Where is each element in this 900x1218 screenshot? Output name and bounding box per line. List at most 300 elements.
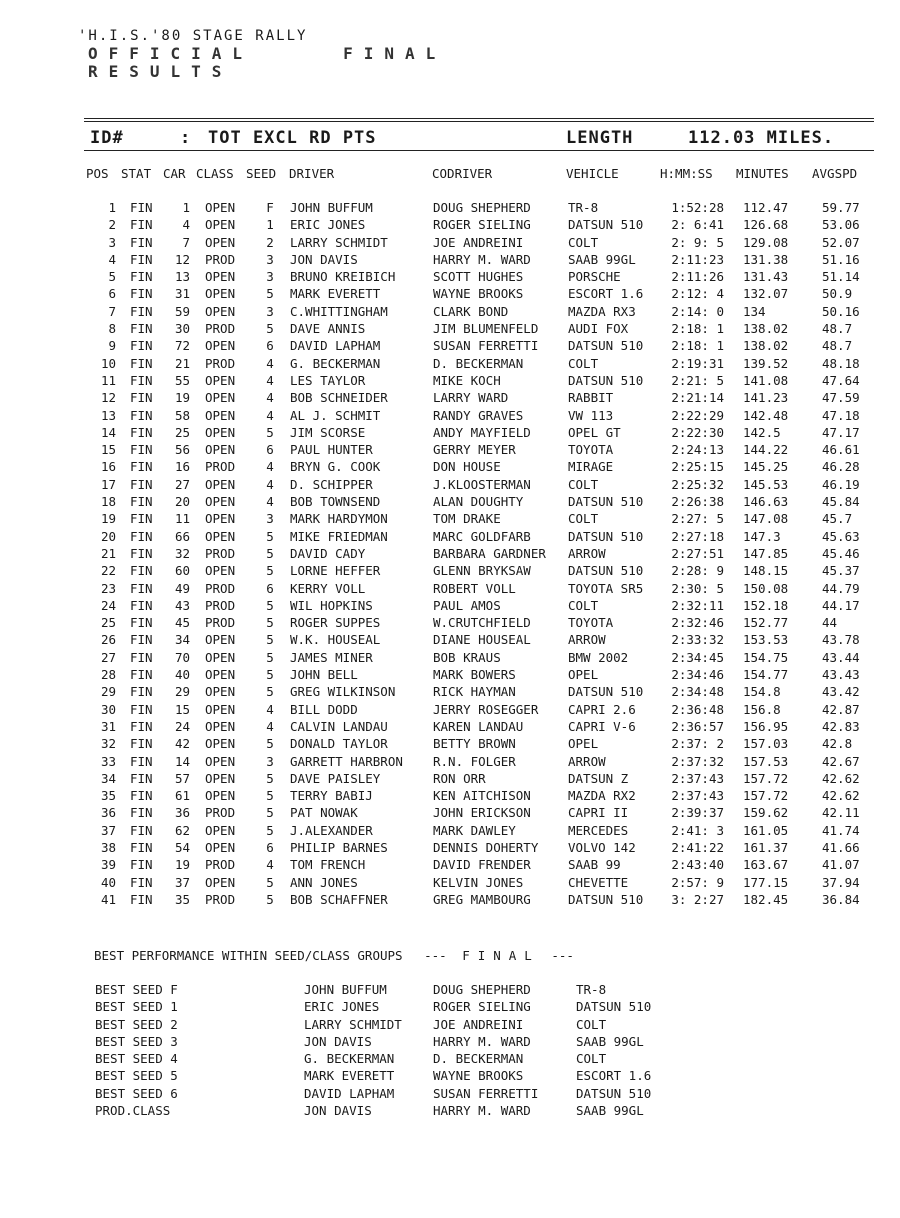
cell-car: 13 xyxy=(174,269,190,285)
cell-seed: 3 xyxy=(266,251,274,267)
cell-seed: 5 xyxy=(266,805,274,821)
cell-codriver: DENNIS DOHERTY xyxy=(433,839,539,855)
cell-car: 43 xyxy=(174,597,190,613)
cell-driver: TERRY BABIJ xyxy=(290,788,373,804)
cell-codriver: JOHN ERICKSON xyxy=(433,805,531,821)
cell-avgspd: 41.07 xyxy=(822,857,860,873)
cell-minutes: 112.47 xyxy=(743,200,789,215)
cell-stat: FIN xyxy=(130,234,153,250)
cell-minutes: 154.77 xyxy=(743,667,789,683)
cell-seed: 5 xyxy=(266,684,274,700)
cell-class: OPEN xyxy=(205,753,236,769)
cell-class: OPEN xyxy=(205,200,236,215)
table-row xyxy=(0,632,900,649)
cell-time: 2:43:40 xyxy=(671,857,724,873)
heading-word-results: RESULTS xyxy=(88,62,233,81)
cell-class: PROD xyxy=(205,355,236,371)
best-vehicle: DATSUN 510 xyxy=(576,999,652,1015)
cell-car: 31 xyxy=(174,286,190,302)
cell-avgspd: 45.84 xyxy=(822,494,860,510)
cell-seed: 4 xyxy=(266,701,274,717)
cell-pos: 39 xyxy=(100,857,116,873)
cell-codriver: BOB KRAUS xyxy=(433,649,501,665)
cell-minutes: 152.77 xyxy=(743,615,789,631)
cell-time: 2:37:32 xyxy=(671,753,724,769)
cell-vehicle: VOLVO 142 xyxy=(568,839,636,855)
cell-time: 2:37: 2 xyxy=(671,736,724,752)
cell-seed: 5 xyxy=(266,788,274,804)
cell-stat: FIN xyxy=(130,580,153,596)
table-row xyxy=(0,286,900,303)
cell-driver: BOB SCHAFFNER xyxy=(290,891,388,907)
cell-pos: 41 xyxy=(100,891,116,907)
cell-avgspd: 48.18 xyxy=(822,355,860,371)
cell-driver: AL J. SCHMIT xyxy=(290,407,381,423)
cell-class: PROD xyxy=(205,597,236,613)
cell-vehicle: TOYOTA xyxy=(568,615,614,631)
cell-class: PROD xyxy=(205,891,236,907)
cell-time: 2:41: 3 xyxy=(671,822,724,838)
cell-pos: 1 xyxy=(108,200,116,215)
best-title-dashes-end: --- xyxy=(551,948,574,963)
cell-seed: 5 xyxy=(266,286,274,302)
cell-driver: JON DAVIS xyxy=(290,251,358,267)
cell-codriver: JERRY ROSEGGER xyxy=(433,701,539,717)
table-row xyxy=(0,805,900,822)
cell-avgspd: 44.79 xyxy=(822,580,860,596)
cell-class: OPEN xyxy=(205,632,236,648)
table-row xyxy=(0,356,900,373)
cell-stat: FIN xyxy=(130,200,153,215)
table-row xyxy=(0,857,900,874)
cell-time: 2:39:37 xyxy=(671,805,724,821)
cell-pos: 4 xyxy=(108,251,116,267)
cell-vehicle: TOYOTA xyxy=(568,442,614,458)
cell-time: 2:11:26 xyxy=(671,269,724,285)
cell-minutes: 132.07 xyxy=(743,286,789,302)
table-row xyxy=(0,754,900,771)
cell-car: 40 xyxy=(174,667,190,683)
cell-time: 2:22:30 xyxy=(671,424,724,440)
cell-vehicle: DATSUN 510 xyxy=(568,528,644,544)
cell-driver: PAT NOWAK xyxy=(290,805,358,821)
cell-avgspd: 51.16 xyxy=(822,251,860,267)
cell-car: 4 xyxy=(182,217,190,233)
heading-word-official: OFFICIAL xyxy=(88,44,254,63)
cell-codriver: SCOTT HUGHES xyxy=(433,269,524,285)
cell-seed: 5 xyxy=(266,545,274,561)
cell-seed: 5 xyxy=(266,770,274,786)
cell-vehicle: MAZDA RX3 xyxy=(568,303,636,319)
cell-vehicle: RABBIT xyxy=(568,390,614,406)
cell-vehicle: ESCORT 1.6 xyxy=(568,286,644,302)
cell-codriver: CLARK BOND xyxy=(433,303,509,319)
best-codriver: JOE ANDREINI xyxy=(433,1016,524,1032)
top-rule-2 xyxy=(84,121,874,122)
cell-driver: BOB TOWNSEND xyxy=(290,494,381,510)
cell-codriver: J.KLOOSTERMAN xyxy=(433,476,531,492)
best-codriver: WAYNE BROOKS xyxy=(433,1068,524,1084)
cell-car: 14 xyxy=(174,753,190,769)
cell-car: 24 xyxy=(174,718,190,734)
cell-codriver: SUSAN FERRETTI xyxy=(433,338,539,354)
cell-avgspd: 42.62 xyxy=(822,788,860,804)
cell-time: 2:21:14 xyxy=(671,390,724,406)
cell-driver: ROGER SUPPES xyxy=(290,615,381,631)
cell-seed: 3 xyxy=(266,753,274,769)
cell-stat: FIN xyxy=(130,372,153,388)
table-row xyxy=(0,477,900,494)
cell-driver: GARRETT HARBRON xyxy=(290,753,403,769)
cell-minutes: 150.08 xyxy=(743,580,789,596)
scoring-method: TOT EXCL RD PTS xyxy=(208,128,377,148)
cell-car: 37 xyxy=(174,874,190,890)
table-row xyxy=(0,373,900,390)
cell-vehicle: ARROW xyxy=(568,632,606,648)
cell-pos: 19 xyxy=(100,511,116,527)
cell-stat: FIN xyxy=(130,407,153,423)
cell-driver: LES TAYLOR xyxy=(290,372,366,388)
cell-car: 30 xyxy=(174,321,190,337)
cell-class: OPEN xyxy=(205,234,236,250)
cell-seed: 4 xyxy=(266,494,274,510)
cell-stat: FIN xyxy=(130,303,153,319)
cell-time: 2:34:46 xyxy=(671,667,724,683)
cell-time: 2:14: 0 xyxy=(671,303,724,319)
cell-minutes: 152.18 xyxy=(743,597,789,613)
cell-pos: 15 xyxy=(100,442,116,458)
cell-driver: J.ALEXANDER xyxy=(290,822,373,838)
cell-avgspd: 43.43 xyxy=(822,667,860,683)
cell-seed: 6 xyxy=(266,442,274,458)
cell-stat: FIN xyxy=(130,563,153,579)
cell-minutes: 177.15 xyxy=(743,874,789,890)
cell-pos: 22 xyxy=(100,563,116,579)
cell-minutes: 131.43 xyxy=(743,269,789,285)
cell-pos: 31 xyxy=(100,718,116,734)
cell-vehicle: MERCEDES xyxy=(568,822,629,838)
cell-minutes: 139.52 xyxy=(743,355,789,371)
cell-class: OPEN xyxy=(205,839,236,855)
cell-class: OPEN xyxy=(205,442,236,458)
col-car: CAR xyxy=(163,166,186,181)
cell-class: OPEN xyxy=(205,494,236,510)
cell-minutes: 157.72 xyxy=(743,788,789,804)
cell-car: 25 xyxy=(174,424,190,440)
cell-codriver: BARBARA GARDNER xyxy=(433,545,546,561)
cell-vehicle: DATSUN Z xyxy=(568,770,629,786)
cell-stat: FIN xyxy=(130,788,153,804)
table-row xyxy=(0,529,900,546)
cell-car: 29 xyxy=(174,684,190,700)
col-pos: POS xyxy=(86,166,109,181)
cell-seed: 5 xyxy=(266,424,274,440)
cell-avgspd: 42.8 xyxy=(822,736,853,752)
cell-car: 59 xyxy=(174,303,190,319)
cell-stat: FIN xyxy=(130,615,153,631)
table-row xyxy=(0,684,900,701)
cell-vehicle: CHEVETTE xyxy=(568,874,629,890)
cell-stat: FIN xyxy=(130,269,153,285)
summary-line xyxy=(88,128,874,150)
cell-avgspd: 46.19 xyxy=(822,476,860,492)
cell-vehicle: TR-8 xyxy=(568,200,599,215)
cell-avgspd: 50.16 xyxy=(822,303,860,319)
cell-codriver: MARC GOLDFARB xyxy=(433,528,531,544)
cell-driver: JAMES MINER xyxy=(290,649,373,665)
table-row xyxy=(0,511,900,528)
cell-class: OPEN xyxy=(205,770,236,786)
cell-pos: 28 xyxy=(100,667,116,683)
cell-driver: DAVID CADY xyxy=(290,545,366,561)
cell-class: PROD xyxy=(205,615,236,631)
cell-vehicle: CAPRI V-6 xyxy=(568,718,636,734)
cell-time: 2:28: 9 xyxy=(671,563,724,579)
cell-time: 2:36:48 xyxy=(671,701,724,717)
cell-seed: 6 xyxy=(266,839,274,855)
cell-time: 1:52:28 xyxy=(671,200,724,215)
cell-minutes: 147.08 xyxy=(743,511,789,527)
cell-codriver: GREG MAMBOURG xyxy=(433,891,531,907)
cell-seed: 5 xyxy=(266,321,274,337)
cell-car: 7 xyxy=(182,234,190,250)
cell-seed: 3 xyxy=(266,511,274,527)
length-label: LENGTH xyxy=(566,128,634,148)
cell-car: 11 xyxy=(174,511,190,527)
cell-vehicle: AUDI FOX xyxy=(568,321,629,337)
cell-codriver: WAYNE BROOKS xyxy=(433,286,524,302)
cell-pos: 5 xyxy=(108,269,116,285)
cell-car: 12 xyxy=(174,251,190,267)
cell-stat: FIN xyxy=(130,632,153,648)
best-codriver: DOUG SHEPHERD xyxy=(433,982,531,997)
best-vehicle: SAAB 99GL xyxy=(576,1033,644,1049)
cell-minutes: 145.53 xyxy=(743,476,789,492)
cell-class: OPEN xyxy=(205,563,236,579)
cell-car: 57 xyxy=(174,770,190,786)
cell-class: OPEN xyxy=(205,684,236,700)
cell-class: OPEN xyxy=(205,788,236,804)
cell-vehicle: COLT xyxy=(568,234,599,250)
col-vehicle: VEHICLE xyxy=(566,166,619,181)
table-row xyxy=(0,235,900,252)
cell-minutes: 163.67 xyxy=(743,857,789,873)
cell-avgspd: 46.28 xyxy=(822,459,860,475)
cell-driver: MARK EVERETT xyxy=(290,286,381,302)
table-row xyxy=(0,736,900,753)
cell-stat: FIN xyxy=(130,217,153,233)
cell-vehicle: DATSUN 510 xyxy=(568,338,644,354)
best-row xyxy=(0,982,900,999)
cell-driver: BOB SCHNEIDER xyxy=(290,390,388,406)
cell-time: 2:33:32 xyxy=(671,632,724,648)
best-label: PROD.CLASS xyxy=(95,1103,171,1119)
cell-driver: JIM SCORSE xyxy=(290,424,366,440)
cell-driver: CALVIN LANDAU xyxy=(290,718,388,734)
cell-stat: FIN xyxy=(130,459,153,475)
cell-codriver: DIANE HOUSEAL xyxy=(433,632,531,648)
table-row xyxy=(0,459,900,476)
best-driver: JON DAVIS xyxy=(304,1033,372,1049)
cell-time: 2:30: 5 xyxy=(671,580,724,596)
cell-codriver: R.N. FOLGER xyxy=(433,753,516,769)
cell-class: OPEN xyxy=(205,303,236,319)
cell-vehicle: CAPRI 2.6 xyxy=(568,701,636,717)
cell-avgspd: 41.74 xyxy=(822,822,860,838)
best-row xyxy=(0,1034,900,1051)
cell-class: PROD xyxy=(205,805,236,821)
cell-minutes: 157.03 xyxy=(743,736,789,752)
cell-pos: 13 xyxy=(100,407,116,423)
cell-pos: 26 xyxy=(100,632,116,648)
cell-driver: LARRY SCHMIDT xyxy=(290,234,388,250)
table-row xyxy=(0,581,900,598)
cell-stat: FIN xyxy=(130,511,153,527)
cell-minutes: 142.48 xyxy=(743,407,789,423)
cell-vehicle: COLT xyxy=(568,476,599,492)
cell-time: 2:32:46 xyxy=(671,615,724,631)
cell-time: 2:36:57 xyxy=(671,718,724,734)
best-label: BEST SEED 1 xyxy=(95,999,178,1015)
cell-driver: D. SCHIPPER xyxy=(290,476,373,492)
cell-car: 15 xyxy=(174,701,190,717)
length-value: 112.03 MILES. xyxy=(688,128,835,148)
cell-class: OPEN xyxy=(205,390,236,406)
cell-minutes: 156.8 xyxy=(743,701,781,717)
cell-codriver: DOUG SHEPHERD xyxy=(433,200,531,215)
col-seed: SEED xyxy=(246,166,277,181)
cell-car: 72 xyxy=(174,338,190,354)
cell-pos: 9 xyxy=(108,338,116,354)
cell-codriver: KAREN LANDAU xyxy=(433,718,524,734)
cell-class: PROD xyxy=(205,545,236,561)
cell-pos: 7 xyxy=(108,303,116,319)
cell-pos: 25 xyxy=(100,615,116,631)
summary-rule xyxy=(84,150,874,151)
cell-codriver: MIKE KOCH xyxy=(433,372,501,388)
cell-driver: BRUNO KREIBICH xyxy=(290,269,396,285)
cell-time: 2:18: 1 xyxy=(671,321,724,337)
cell-pos: 37 xyxy=(100,822,116,838)
cell-seed: 5 xyxy=(266,874,274,890)
cell-codriver: RICK HAYMAN xyxy=(433,684,516,700)
table-row xyxy=(0,338,900,355)
cell-minutes: 154.75 xyxy=(743,649,789,665)
table-row xyxy=(0,252,900,269)
cell-class: PROD xyxy=(205,459,236,475)
table-row xyxy=(0,200,900,217)
cell-vehicle: SAAB 99GL xyxy=(568,251,636,267)
best-vehicle: TR-8 xyxy=(576,982,607,997)
cell-class: OPEN xyxy=(205,424,236,440)
cell-avgspd: 42.87 xyxy=(822,701,860,717)
cell-minutes: 159.62 xyxy=(743,805,789,821)
cell-seed: 3 xyxy=(266,269,274,285)
cell-pos: 35 xyxy=(100,788,116,804)
cell-time: 2:37:43 xyxy=(671,788,724,804)
cell-seed: 4 xyxy=(266,476,274,492)
cell-stat: FIN xyxy=(130,476,153,492)
cell-codriver: BETTY BROWN xyxy=(433,736,516,752)
cell-car: 36 xyxy=(174,805,190,821)
cell-seed: 6 xyxy=(266,580,274,596)
cell-class: OPEN xyxy=(205,286,236,302)
cell-minutes: 154.8 xyxy=(743,684,781,700)
cell-stat: FIN xyxy=(130,718,153,734)
cell-car: 19 xyxy=(174,857,190,873)
cell-driver: JOHN BELL xyxy=(290,667,358,683)
cell-stat: FIN xyxy=(130,667,153,683)
cell-time: 2:27:18 xyxy=(671,528,724,544)
cell-stat: FIN xyxy=(130,442,153,458)
cell-vehicle: DATSUN 510 xyxy=(568,372,644,388)
cell-avgspd: 52.07 xyxy=(822,234,860,250)
table-row xyxy=(0,615,900,632)
cell-car: 70 xyxy=(174,649,190,665)
cell-time: 2:12: 4 xyxy=(671,286,724,302)
cell-codriver: RANDY GRAVES xyxy=(433,407,524,423)
cell-codriver: DAVID FRENDER xyxy=(433,857,531,873)
cell-pos: 21 xyxy=(100,545,116,561)
table-row xyxy=(0,667,900,684)
cell-stat: FIN xyxy=(130,251,153,267)
cell-codriver: PAUL AMOS xyxy=(433,597,501,613)
cell-class: OPEN xyxy=(205,718,236,734)
cell-time: 2:34:45 xyxy=(671,649,724,665)
cell-time: 2:26:38 xyxy=(671,494,724,510)
col-minutes: MINUTES xyxy=(736,166,789,181)
cell-class: OPEN xyxy=(205,528,236,544)
best-label: BEST SEED 3 xyxy=(95,1033,178,1049)
cell-vehicle: COLT xyxy=(568,355,599,371)
cell-car: 61 xyxy=(174,788,190,804)
best-title-final: FINAL xyxy=(462,948,540,963)
cell-stat: FIN xyxy=(130,597,153,613)
cell-pos: 24 xyxy=(100,597,116,613)
cell-avgspd: 42.62 xyxy=(822,770,860,786)
column-header xyxy=(86,166,876,182)
table-row xyxy=(0,702,900,719)
cell-vehicle: ARROW xyxy=(568,753,606,769)
cell-seed: 4 xyxy=(266,355,274,371)
table-row xyxy=(0,875,900,892)
cell-avgspd: 44.17 xyxy=(822,597,860,613)
cell-avgspd: 43.42 xyxy=(822,684,860,700)
col-avgspd: AVGSPD xyxy=(812,166,858,181)
cell-time: 2:25:32 xyxy=(671,476,724,492)
cell-minutes: 156.95 xyxy=(743,718,789,734)
best-vehicle: ESCORT 1.6 xyxy=(576,1068,652,1084)
cell-pos: 33 xyxy=(100,753,116,769)
best-performance-title xyxy=(94,948,574,963)
cell-pos: 8 xyxy=(108,321,116,337)
best-label: BEST SEED 5 xyxy=(95,1068,178,1084)
cell-minutes: 153.53 xyxy=(743,632,789,648)
cell-codriver: HARRY M. WARD xyxy=(433,251,531,267)
cell-time: 2:57: 9 xyxy=(671,874,724,890)
cell-class: OPEN xyxy=(205,372,236,388)
cell-time: 2: 9: 5 xyxy=(671,234,724,250)
cell-class: PROD xyxy=(205,580,236,596)
cell-avgspd: 47.18 xyxy=(822,407,860,423)
cell-stat: FIN xyxy=(130,805,153,821)
cell-avgspd: 42.11 xyxy=(822,805,860,821)
cell-pos: 30 xyxy=(100,701,116,717)
cell-stat: FIN xyxy=(130,494,153,510)
id-colon: : xyxy=(180,128,192,148)
cell-time: 2:21: 5 xyxy=(671,372,724,388)
cell-minutes: 147.3 xyxy=(743,528,781,544)
